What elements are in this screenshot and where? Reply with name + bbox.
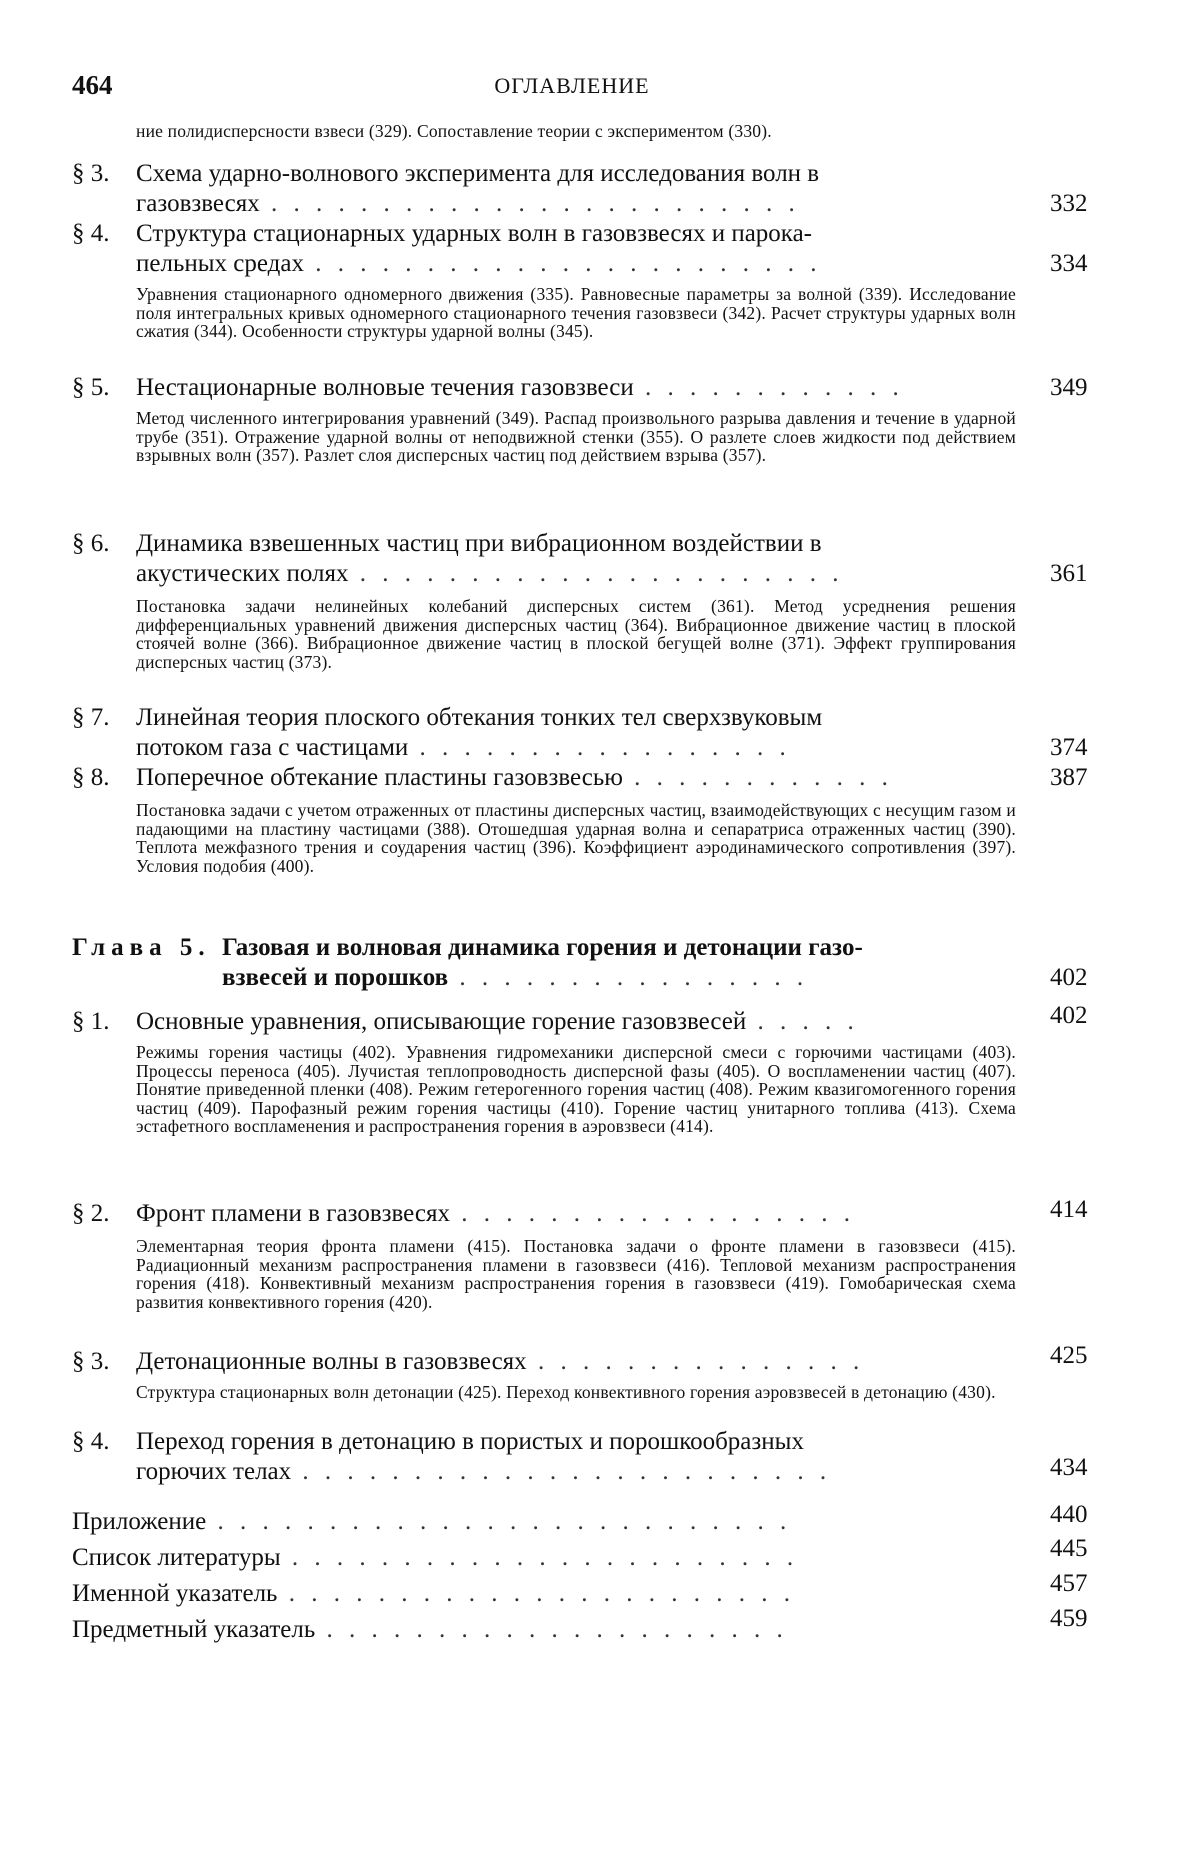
page-reference: 332 [1050,190,1088,217]
chapter-title: Газовая и волновая динамика горения и детонации газо- взвесей и порошков . . . . . . . . . . . . . . . . [222,934,863,991]
page-reference: 414 [1050,1196,1088,1223]
section-number: § 6. [72,530,110,557]
appendix-entry: Именной указатель . . . . . . . . . . . . . . . . . . . . . . . [72,1580,795,1607]
section-title: Нестационарные волновые течения газовзвеси . . . . . . . . . . . . [136,374,904,401]
page-number: 464 [72,70,113,100]
page-reference: 387 [1050,764,1088,791]
appendix-entry: Приложение . . . . . . . . . . . . . . . . . . . . . . . . . . [72,1508,792,1535]
section-title: Линейная теория плоского обтекания тонких тел сверхзвуковым потоком газа с частицами . . . . . . . . . . . . . . . . . [136,704,823,761]
page-reference: 374 [1050,734,1088,761]
section-description: Постановка задачи с учетом отраженных от пластины дисперсных частиц, взаимодействующих с несущим газом и падающими на пластину частицами (388). Отошедшая ударная волна и сепаратриса отраженных частиц (390). Теплота межфазного трения и соударения частиц (396). Коэффициент аэродинамического сопротивления (397). Условия подобия (400). [136,800,1016,876]
page-reference: 334 [1050,250,1088,277]
section-description: Элементарная теория фронта пламени (415). Постановка задачи о фронте пламени в газовзвеси (415). Радиационный механизм распространения пламени в газовзвеси (416). Тепловой механизм распространения горения (418). Конвективный механизм распространения горения в газовзвеси (419). Гомобарическая схема развития конвективного горения (420). [136,1236,1016,1312]
section-number: § 2. [72,1200,110,1227]
page-reference: 349 [1050,374,1088,401]
section-description: Метод численного интегрирования уравнений (349). Распад произвольного разрыва давления и течение в ударной трубе (351). Отражение ударной волны от неподвижной стенки (355). О разлете слоев жидкости под действием взрывных волн (357). Разлет слоя дисперсных частиц под действием взрыва (357). [136,408,1016,465]
section-description: Режимы горения частицы (402). Уравнения гидромеханики дисперсной смеси с горючими частицами (403). Процессы переноса (405). Лучистая теплопроводность дисперсной фазы (405). О воспламенении частиц (407). Понятие приведенной пленки (408). Режим гетерогенного горения частиц (408). Режим квазигомогенного горения частиц (409). Парофазный режим горения частицы (410). Горение частиц унитарного топлива (413). Схема эстафетного воспламенения и распространения горения в аэровзвеси (414). [136,1042,1016,1136]
section-description: Уравнения стационарного одномерного движения (335). Равновесные параметры за волной (339). Исследование поля интегральных кривых одномерного стационарного течения газовзвеси (342). Расчет структуры ударных волн сжатия (344). Особенности структуры ударной волны (345). [136,284,1016,341]
section-number: § 4. [72,220,110,247]
section-title: Основные уравнения, описывающие горение газовзвесей . . . . . [136,1008,859,1035]
page-reference: 440 [1050,1501,1088,1528]
section-title: Схема ударно-волнового эксперимента для исследования волн в газовзвесях . . . . . . . . . . . . . . . . . . . . . . . . [136,160,820,217]
page-reference: 457 [1050,1570,1088,1597]
appendix-entry: Список литературы . . . . . . . . . . . . . . . . . . . . . . . [72,1544,799,1571]
section-number: § 8. [72,764,110,791]
page-reference: 445 [1050,1535,1088,1562]
page-header [72,70,1072,106]
section-number: § 3. [72,160,110,187]
page-reference: 402 [1050,1002,1088,1029]
section-title: Детонационные волны в газовзвесях . . . . . . . . . . . . . . . [136,1348,865,1375]
section-number: § 1. [72,1008,110,1035]
section-title: Структура стационарных ударных волн в газовзвесях и парока- пельных средах . . . . . . . . . . . . . . . . . . . . . . . [136,220,822,277]
section-description: Постановка задачи нелинейных колебаний дисперсных систем (361). Метод усреднения решения дифференциальных уравнений движения дисперсных частиц (364). Вибрационное движение частиц в плоской стоячей волне (366). Вибрационное движение частиц в плоской бегущей волне (371). Эффект группирования дисперсных частиц (373). [136,596,1016,672]
section-number: § 4. [72,1428,110,1455]
appendix-entry: Предметный указатель . . . . . . . . . . . . . . . . . . . . . [72,1616,788,1643]
section-title: Поперечное обтекание пластины газовзвесью . . . . . . . . . . . . [136,764,893,791]
continued-description: ние полидисперсности взвеси (329). Сопоставление теории с экспериментом (330). [136,121,772,141]
section-title: Переход горения в детонацию в пористых и порошкообразных горючих телах . . . . . . . . . . . . . . . . . . . . . . . . [136,1428,832,1485]
running-title: ОГЛАВЛЕНИЕ [494,73,650,98]
chapter-label: Глава 5. [72,934,211,961]
section-title: Фронт пламени в газовзвесях . . . . . . . . . . . . . . . . . . [136,1200,855,1227]
page-reference: 402 [1050,964,1088,991]
section-number: § 7. [72,704,110,731]
page-reference: 425 [1050,1342,1088,1369]
page-reference: 459 [1050,1605,1088,1632]
section-number: § 3. [72,1348,110,1375]
page-reference: 361 [1050,560,1088,587]
page-reference: 434 [1050,1454,1088,1481]
section-title: Динамика взвешенных частиц при вибрационном воздействии в акустических полях . . . . . . . . . . . . . . . . . . . . . . [136,530,844,587]
section-number: § 5. [72,374,110,401]
section-description: Структура стационарных волн детонации (425). Переход конвективного горения аэровзвесей в детонацию (430). [136,1382,996,1402]
